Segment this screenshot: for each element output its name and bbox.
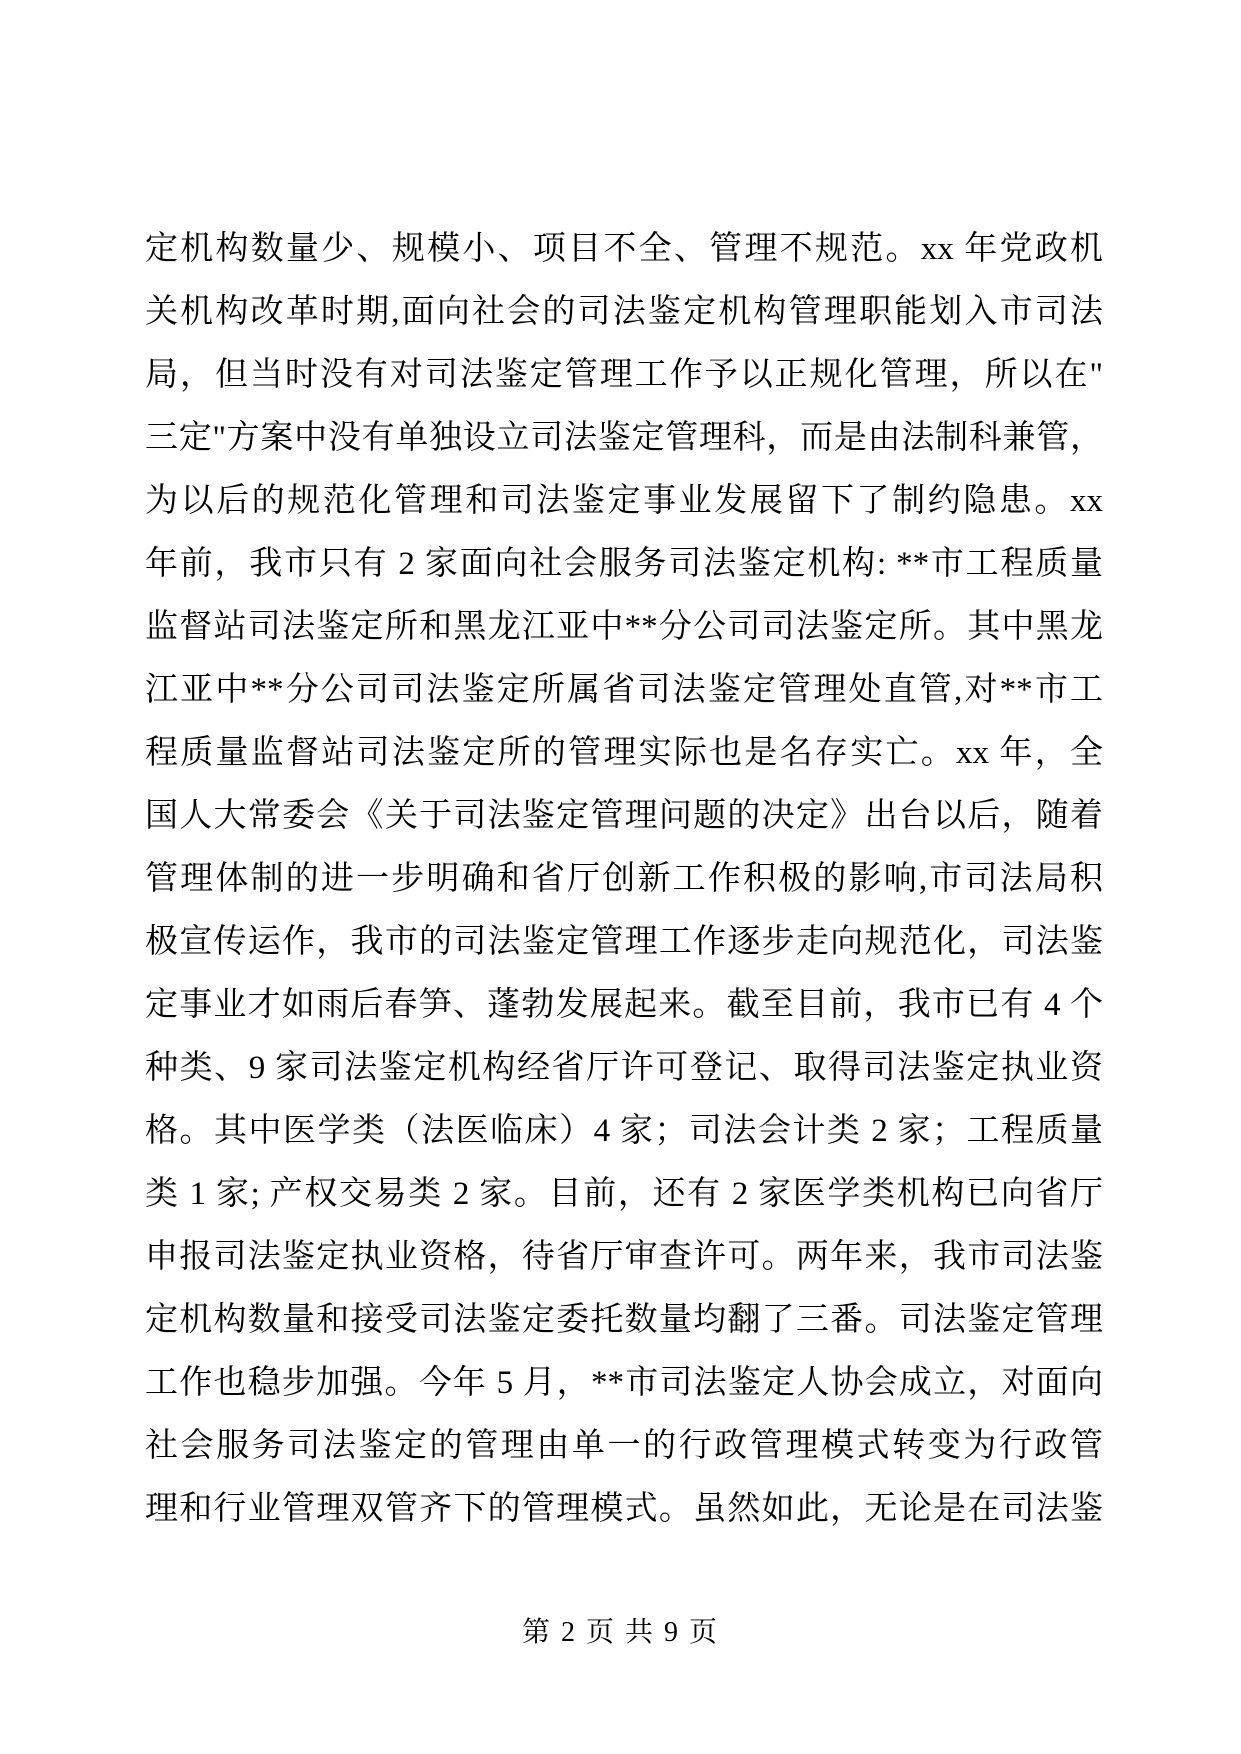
text-line: 程质量监督站司法鉴定所的管理实际也是名存实亡。xx 年，全 [145,735,1103,771]
text-line: 年前，我市只有 2 家面向社会服务司法鉴定机构: **市工程质量 [145,546,1103,582]
page-number-footer: 第 2 页 共 9 页 [521,1617,719,1648]
text-line: 局，但当时没有对司法鉴定管理工作予以正规化管理，所以在" [145,357,1103,393]
text-line: 关机构改革时期,面向社会的司法鉴定机构管理职能划入市司法 [145,294,1103,330]
text-line: 定事业才如雨后春笋、蓬勃发展起来。截至目前，我市已有 4 个 [145,987,1103,1023]
text-line: 江亚中**分公司司法鉴定所属省司法鉴定管理处直管,对**市工 [145,672,1103,708]
text-line: 工作也稳步加强。今年 5 月，**市司法鉴定人协会成立，对面向 [145,1365,1103,1401]
text-line: 类 1 家; 产权交易类 2 家。目前，还有 2 家医学类机构已向省厅 [145,1176,1103,1212]
text-line: 社会服务司法鉴定的管理由单一的行政管理模式转变为行政管 [145,1428,1103,1464]
text-line: 为以后的规范化管理和司法鉴定事业发展留下了制约隐患。xx [145,483,1103,519]
text-line: 定机构数量少、规模小、项目不全、管理不规范。xx 年党政机 [145,231,1103,267]
text-line: 理和行业管理双管齐下的管理模式。虽然如此，无论是在司法鉴 [145,1491,1103,1527]
text-line: 三定"方案中没有单独设立司法鉴定管理科，而是由法制科兼管， [145,420,1103,456]
text-line: 国人大常委会《关于司法鉴定管理问题的决定》出台以后，随着 [145,798,1103,834]
text-line: 申报司法鉴定执业资格，待省厅审查许可。两年来，我市司法鉴 [145,1239,1103,1275]
text-line: 极宣传运作，我市的司法鉴定管理工作逐步走向规范化，司法鉴 [145,924,1103,960]
text-line: 管理体制的进一步明确和省厅创新工作积极的影响,市司法局积 [145,861,1103,897]
document-body [145,218,1103,1541]
text-line: 格。其中医学类（法医临床）4 家；司法会计类 2 家；工程质量 [145,1113,1103,1149]
text-line: 监督站司法鉴定所和黑龙江亚中**分公司司法鉴定所。其中黑龙 [145,609,1103,645]
text-line: 定机构数量和接受司法鉴定委托数量均翻了三番。司法鉴定管理 [145,1302,1103,1338]
text-line: 种类、9 家司法鉴定机构经省厅许可登记、取得司法鉴定执业资 [145,1050,1103,1086]
